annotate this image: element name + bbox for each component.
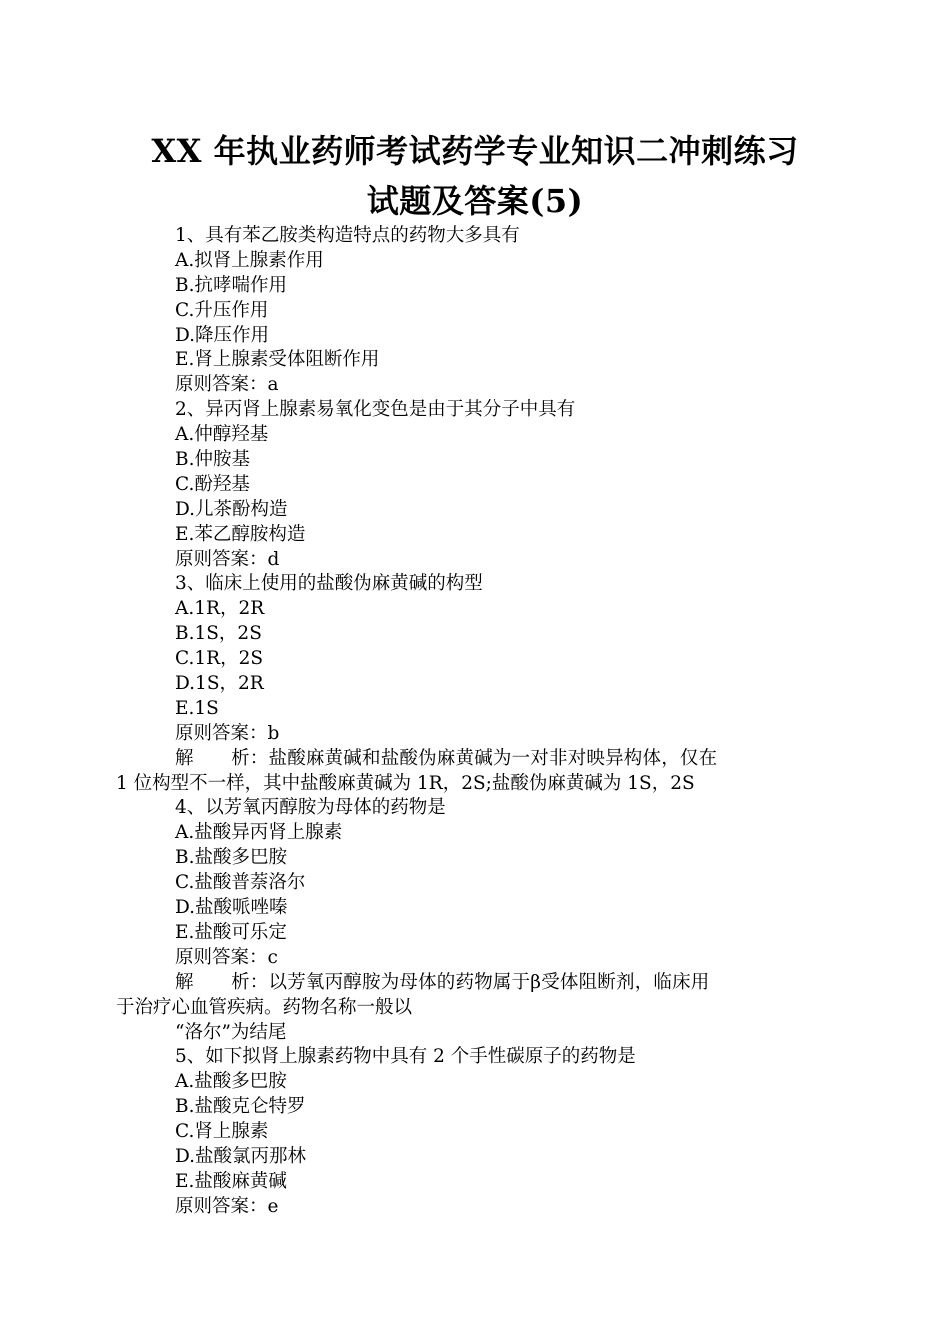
question-4-stem: 4、以芳氧丙醇胺为母体的药物是 — [175, 797, 446, 819]
question-5-option-b: B.盐酸克仑特罗 — [175, 1096, 306, 1118]
question-4-option-d: D.盐酸哌唑嗪 — [175, 897, 288, 919]
question-4-option-c: C.盐酸普萘洛尔 — [175, 872, 306, 894]
question-3-explanation-line-2: 1 位构型不一样，其中盐酸麻黄碱为 1R，2S;盐酸伪麻黄碱为 1S，2S — [116, 772, 695, 794]
question-1-option-d: D.降压作用 — [175, 324, 270, 346]
question-4-option-b: B.盐酸多巴胺 — [175, 847, 287, 869]
question-5-answer: 原则答案：e — [175, 1195, 279, 1217]
question-3-answer: 原则答案：b — [175, 722, 280, 744]
question-5-stem: 5、如下拟肾上腺素药物中具有 2 个手性碳原子的药物是 — [175, 1046, 636, 1068]
title-line-1: XX 年执业药师考试药学专业知识二冲刺练习 — [151, 132, 799, 170]
title-line-2: 试题及答案(5) — [366, 182, 584, 220]
question-5-option-c: C.肾上腺素 — [175, 1121, 269, 1143]
question-1-stem: 1、具有苯乙胺类构造特点的药物大多具有 — [175, 225, 520, 246]
question-3-option-e: E.1S — [175, 697, 219, 719]
question-1-option-a: A.拟肾上腺素作用 — [175, 249, 324, 271]
question-5-option-d: D.盐酸氯丙那林 — [175, 1145, 307, 1167]
document-body — [116, 224, 826, 1220]
question-5-option-e: E.盐酸麻黄碱 — [175, 1170, 287, 1192]
question-2-option-c: C.酚羟基 — [175, 473, 250, 495]
question-4-explanation-line-3: “洛尔”为结尾 — [175, 1021, 287, 1043]
question-2-stem: 2、异丙肾上腺素易氧化变色是由于其分子中具有 — [175, 399, 576, 421]
question-2-answer: 原则答案：d — [175, 548, 280, 570]
question-1-answer: 原则答案：a — [175, 374, 279, 396]
question-3-option-c: C.1R，2S — [175, 648, 264, 670]
question-4-explanation-line-1: 解 析：以芳氧丙醇胺为母体的药物属于β受体阻断剂，临床用 — [175, 971, 710, 993]
question-2-option-d: D.儿茶酚构造 — [175, 498, 288, 520]
question-4-answer: 原则答案：c — [175, 946, 278, 968]
question-2-option-e: E.苯乙醇胺构造 — [175, 523, 306, 545]
question-2-option-a: A.仲醇羟基 — [175, 424, 269, 446]
question-1-option-b: B.抗哮喘作用 — [175, 274, 287, 296]
question-3-explanation-line-1: 解 析：盐酸麻黄碱和盐酸伪麻黄碱为一对非对映异构体，仅在 — [175, 747, 718, 769]
document-title — [100, 126, 850, 226]
question-4-explanation-line-2: 于治疗心血管疾病。药物名称一般以 — [116, 996, 413, 1018]
question-1-option-c: C.升压作用 — [175, 299, 269, 321]
question-1-option-e: E.肾上腺素受体阻断作用 — [175, 349, 380, 371]
question-3-option-d: D.1S，2R — [175, 673, 264, 695]
question-3-stem: 3、临床上使用的盐酸伪麻黄碱的构型 — [175, 573, 483, 595]
question-3-option-a: A.1R，2R — [175, 598, 265, 620]
question-2-option-b: B.仲胺基 — [175, 449, 250, 471]
question-3-option-b: B.1S，2S — [175, 623, 262, 645]
question-5-option-a: A.盐酸多巴胺 — [175, 1071, 287, 1093]
question-4-option-a: A.盐酸异丙肾上腺素 — [175, 822, 343, 844]
question-4-option-e: E.盐酸可乐定 — [175, 921, 287, 943]
